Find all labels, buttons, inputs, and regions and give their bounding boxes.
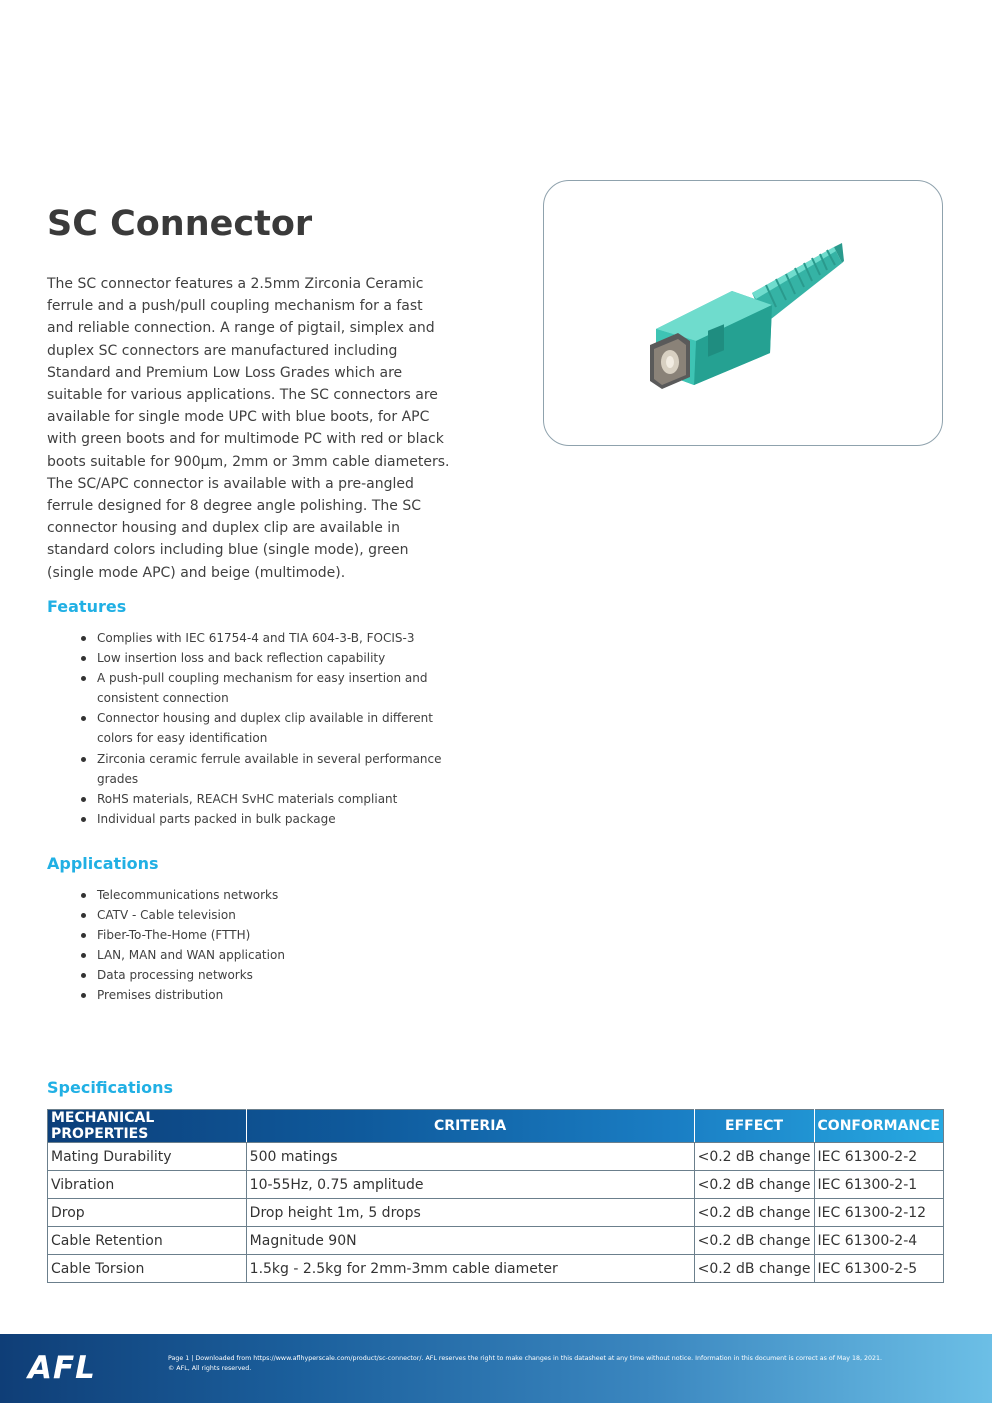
table-cell: Drop height 1m, 5 drops (246, 1199, 694, 1227)
features-heading: Features (47, 597, 127, 616)
table-cell: IEC 61300-2-5 (814, 1255, 943, 1283)
afl-logo: AFL (28, 1350, 96, 1386)
table-row (48, 1143, 944, 1171)
footer-line-2: © AFL, All rights reserved. (168, 1365, 252, 1372)
product-image-frame (543, 180, 943, 446)
list-item: CATV - Cable television (97, 905, 457, 925)
table-cell: IEC 61300-2-4 (814, 1227, 943, 1255)
table-cell: <0.2 dB change (694, 1199, 814, 1227)
page-footer (0, 1334, 992, 1403)
table-row (48, 1199, 944, 1227)
table-cell: Vibration (48, 1171, 247, 1199)
features-list (97, 628, 457, 829)
list-item: Premises distribution (97, 985, 457, 1005)
intro-paragraph: The SC connector features a 2.5mm Zirconia Ceramic ferrule and a push/pull coupling mechanism for a fast and reliable connection. A range of pigtail, simplex and duplex SC connectors are manufactured including Standard and Premium Low Loss Grades which are suitable for various applications. The SC connectors are available for single mode UPC with blue boots, for APC with green boots and for multimode PC with red or black boots suitable for 900µm, 2mm or 3mm cable diameters. The SC/APC connector is available with a pre-angled ferrule designed for 8 degree angle polishing. The SC connector housing and duplex clip are available in standard colors including blue (single mode), green (single mode APC) and beige (multimode). (47, 276, 450, 581)
column-header-effect: EFFECT (694, 1110, 814, 1143)
list-item: Connector housing and duplex clip available in different colors for easy identification (97, 708, 457, 748)
page-title: SC Connector (47, 204, 313, 244)
column-header-conformance: CONFORMANCE (814, 1110, 943, 1143)
table-row (48, 1255, 944, 1283)
sc-connector-illustration (544, 181, 944, 447)
list-item: Complies with IEC 61754-4 and TIA 604-3-B, FOCIS-3 (97, 628, 457, 648)
list-item: Individual parts packed in bulk package (97, 809, 457, 829)
applications-heading: Applications (47, 854, 159, 873)
table-cell: <0.2 dB change (694, 1255, 814, 1283)
table-cell: IEC 61300-2-2 (814, 1143, 943, 1171)
table-cell: 1.5kg - 2.5kg for 2mm-3mm cable diameter (246, 1255, 694, 1283)
table-cell: Drop (48, 1199, 247, 1227)
table-cell: IEC 61300-2-12 (814, 1199, 943, 1227)
list-item: A push-pull coupling mechanism for easy insertion and consistent connection (97, 668, 457, 708)
table-row (48, 1227, 944, 1255)
footer-note (168, 1354, 968, 1374)
table-cell: <0.2 dB change (694, 1227, 814, 1255)
footer-line-1: Page 1 | Downloaded from https://www.aflhyperscale.com/product/sc-connector/. AFL reserves the right to make changes in this datasheet at any time without notice. Information in this document is correct as of May 18, 2021. (168, 1355, 882, 1362)
column-header-mechanical-properties: MECHANICAL PROPERTIES (48, 1110, 247, 1143)
table-row (48, 1171, 944, 1199)
table-cell: <0.2 dB change (694, 1171, 814, 1199)
specifications-heading: Specifications (47, 1078, 173, 1097)
list-item: RoHS materials, REACH SvHC materials compliant (97, 789, 457, 809)
table-cell: Cable Retention (48, 1227, 247, 1255)
list-item: Telecommunications networks (97, 885, 457, 905)
specifications-table (47, 1109, 944, 1283)
table-cell: Mating Durability (48, 1143, 247, 1171)
list-item: Data processing networks (97, 965, 457, 985)
table-cell: Cable Torsion (48, 1255, 247, 1283)
column-header-criteria: CRITERIA (246, 1110, 694, 1143)
list-item: Fiber-To-The-Home (FTTH) (97, 925, 457, 945)
table-cell: 10-55Hz, 0.75 amplitude (246, 1171, 694, 1199)
table-cell: Magnitude 90N (246, 1227, 694, 1255)
list-item: Zirconia ceramic ferrule available in several performance grades (97, 749, 457, 789)
table-cell: 500 matings (246, 1143, 694, 1171)
list-item: Low insertion loss and back reflection capability (97, 648, 457, 668)
applications-list (97, 885, 457, 1006)
list-item: LAN, MAN and WAN application (97, 945, 457, 965)
table-cell: <0.2 dB change (694, 1143, 814, 1171)
table-header-row (48, 1110, 944, 1143)
table-cell: IEC 61300-2-1 (814, 1171, 943, 1199)
